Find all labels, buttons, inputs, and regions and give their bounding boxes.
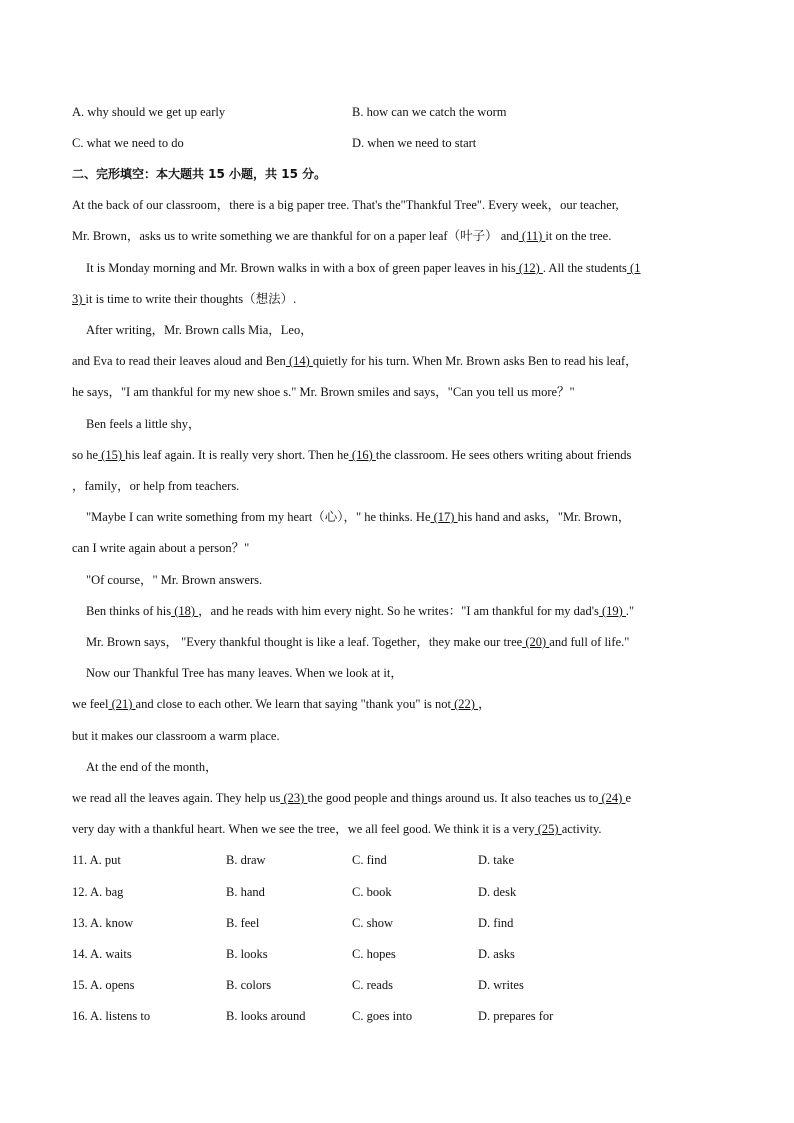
passage-text: "Maybe I can write something from my heart（心），" he thinks. He xyxy=(86,510,431,524)
passage-line: "Of course，" Mr. Brown answers. xyxy=(86,573,263,587)
passage-line xyxy=(86,260,640,276)
option-a: 14. A. waits xyxy=(72,947,132,961)
option-d: D. writes xyxy=(478,978,524,992)
passage-text: very day with a thankful heart. When we see the tree，we all feel good. We think it is a very xyxy=(72,822,535,836)
blank-16: (16) xyxy=(348,448,376,462)
passage-line: can I write again about a person？" xyxy=(72,541,250,555)
passage-line: Now our Thankful Tree has many leaves. When we look at it， xyxy=(86,666,403,680)
passage-text: Ben thinks of his xyxy=(86,604,172,618)
passage-line xyxy=(72,447,631,463)
option-a: 15. A. opens xyxy=(72,978,135,992)
blank-11: (11) xyxy=(518,229,546,243)
passage-text: his hand and asks，"Mr. Brown， xyxy=(457,510,631,524)
option-d: D. asks xyxy=(478,947,515,961)
blank-13-start: (1 xyxy=(626,261,641,275)
passage-text: we read all the leaves again. They help us xyxy=(72,791,281,805)
blank-18: (18) xyxy=(171,604,199,618)
passage-line xyxy=(72,790,631,806)
passage-text: Mr. Brown，asks us to write something we are thankful for on a paper leaf（叶子） and xyxy=(72,229,519,243)
blank-15: (15) xyxy=(98,448,126,462)
passage-line xyxy=(72,353,638,369)
passage-line xyxy=(72,821,602,837)
passage-text: so he xyxy=(72,448,99,462)
option-b: B. hand xyxy=(226,885,265,899)
passage-text: and Eva to read their leaves aloud and Ben xyxy=(72,354,286,368)
passage-text: and close to each other. We learn that saying "thank you" is not xyxy=(135,697,452,711)
option-c: C. find xyxy=(352,853,387,867)
option-b: B. feel xyxy=(226,916,260,930)
option-d: D. find xyxy=(478,916,514,930)
blank-22: (22) xyxy=(451,697,479,711)
passage-text: it on the tree. xyxy=(545,229,612,243)
blank-19: (19) xyxy=(598,604,626,618)
passage-line: he says，"I am thankful for my new shoe s." Mr. Brown smiles and says，"Can you tell us more？" xyxy=(72,385,575,399)
blank-24: (24) xyxy=(598,791,626,805)
option-c: C. hopes xyxy=(352,947,396,961)
passage-line: At the end of the month， xyxy=(86,760,218,774)
passage-text: it is time to write their thoughts（想法）. xyxy=(85,292,297,306)
passage-line: but it makes our classroom a warm place. xyxy=(72,729,280,743)
option-c: C. reads xyxy=(352,978,393,992)
passage-text: quietly for his turn. When Mr. Brown asks Ben to read his leaf， xyxy=(312,354,638,368)
passage-text: . All the students xyxy=(542,261,627,275)
option-c: C. show xyxy=(352,916,393,930)
section-heading: 二、完形填空：本大题共 15 小题，共 15 分。 xyxy=(72,167,327,181)
passage-line xyxy=(86,509,630,525)
q10-option-c: C. what we need to do xyxy=(72,136,184,150)
passage-text: activity. xyxy=(561,822,602,836)
passage-text: his leaf again. It is really very short. Then he xyxy=(125,448,349,462)
blank-21: (21) xyxy=(108,697,136,711)
option-b: B. looks around xyxy=(226,1009,306,1023)
q10-option-b: B. how can we catch the worm xyxy=(352,105,507,119)
option-a: 11. A. put xyxy=(72,853,121,867)
passage-line xyxy=(72,228,611,244)
passage-text: It is Monday morning and Mr. Brown walks in with a box of green paper leaves in his xyxy=(86,261,516,275)
passage-line: Ben feels a little shy， xyxy=(86,417,201,431)
passage-text: ." xyxy=(625,604,635,618)
passage-text: the classroom. He sees others writing about friends xyxy=(375,448,632,462)
q10-option-a: A. why should we get up early xyxy=(72,105,226,119)
passage-line: After writing，Mr. Brown calls Mia，Leo， xyxy=(86,323,313,337)
passage-line xyxy=(86,603,634,619)
option-b: B. draw xyxy=(226,853,266,867)
option-a: 12. A. bag xyxy=(72,885,124,899)
blank-12: (12) xyxy=(515,261,543,275)
option-d: D. desk xyxy=(478,885,517,899)
option-b: B. colors xyxy=(226,978,272,992)
passage-text: e xyxy=(625,791,632,805)
passage-line xyxy=(72,291,296,307)
option-d: D. prepares for xyxy=(478,1009,554,1023)
option-b: B. looks xyxy=(226,947,268,961)
passage-text: we feel xyxy=(72,697,109,711)
passage-text: and full of life." xyxy=(549,635,630,649)
q10-option-d: D. when we need to start xyxy=(352,136,477,150)
option-d: D. take xyxy=(478,853,515,867)
passage-text: Mr. Brown says， "Every thankful thought is like a leaf. Together，they make our tree xyxy=(86,635,523,649)
passage-text: ， xyxy=(478,697,491,711)
option-c: C. book xyxy=(352,885,392,899)
blank-20: (20) xyxy=(522,635,550,649)
passage-line: At the back of our classroom，there is a big paper tree. That's the"Thankful Tree". Every week，our teacher, xyxy=(72,198,619,212)
passage-line xyxy=(72,696,491,712)
passage-text: ，and he reads with him every night. So he writes："I am thankful for my dad's xyxy=(198,604,599,618)
passage-text: the good people and things around us. It also teaches us to xyxy=(307,791,599,805)
option-a: 16. A. listens to xyxy=(72,1009,151,1023)
blank-14: (14) xyxy=(285,354,313,368)
option-a: 13. A. know xyxy=(72,916,134,930)
option-c: C. goes into xyxy=(352,1009,413,1023)
blank-23: (23) xyxy=(280,791,308,805)
blank-13-end: 3) xyxy=(72,292,86,306)
passage-line xyxy=(86,634,629,650)
passage-line: ，family，or help from teachers. xyxy=(72,479,240,493)
blank-25: (25) xyxy=(534,822,562,836)
blank-17: (17) xyxy=(430,510,458,524)
